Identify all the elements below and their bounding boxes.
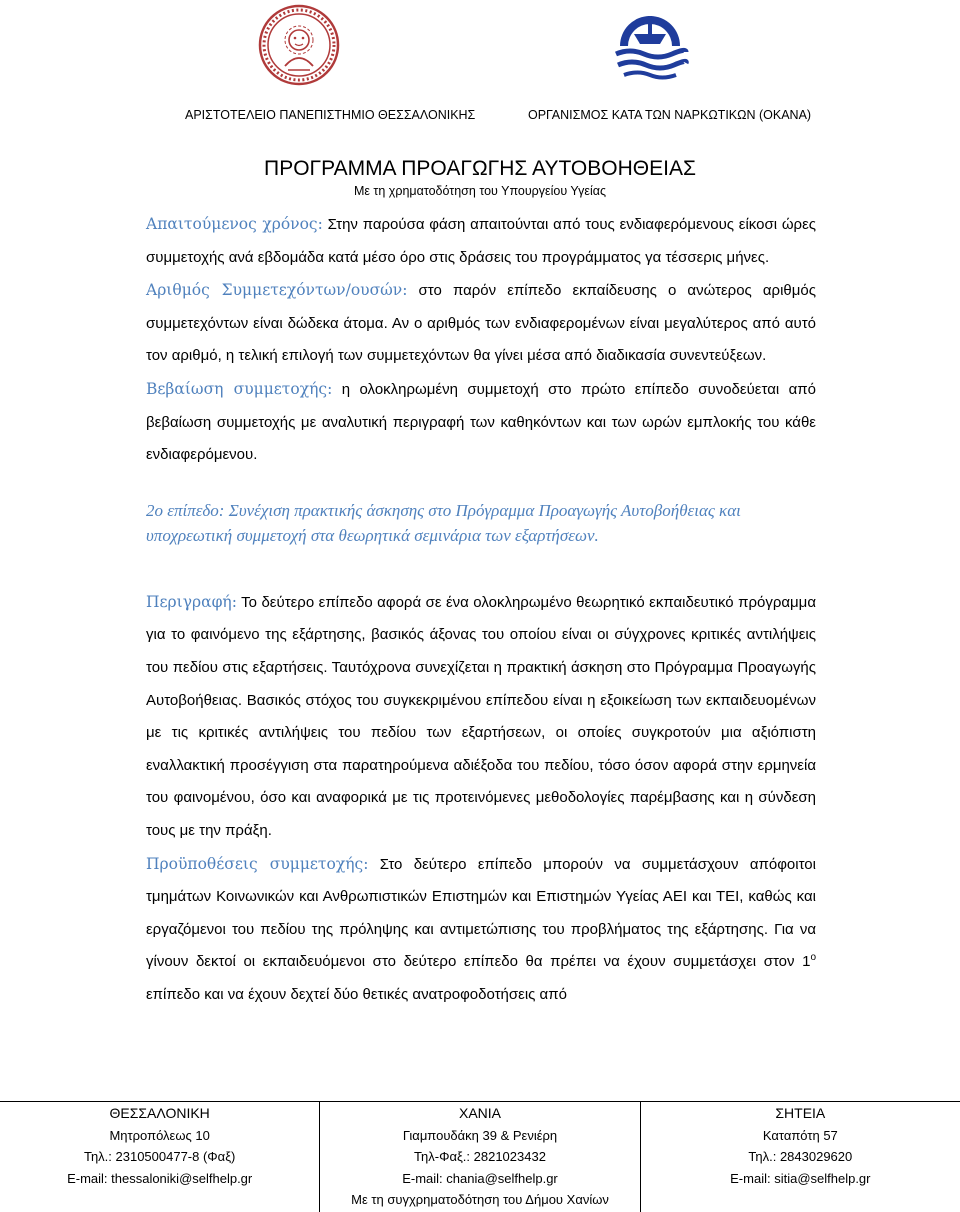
text-description: Το δεύτερο επίπεδο αφορά σε ένα ολοκληρωμένο θεωρητικό εκπαιδευτικό πρόγραμμα για το φαινόμενο της εξάρτησης, βασικός άξονας του οποίου είναι οι σύγχρονες κριτικές αντιλήψεις του πεδίου στις εξαρτήσεις. Ταυτόχρονα συνεχίζεται η πρακτική άσκηση στο Πρόγραμμα Προαγωγής Αυτοβοήθειας. Βασικός στόχος του συγκεκριμένου επίπεδου είναι η εξοικείωση των εκπαιδευομένων με τις κριτικές αντιλήψεις του πεδίου των εξαρτήσεων, οι οποίες συγκροτούν μια αξιόπιστη εναλλακτική προσέγγιση στα παρατηρούμενα αδιέξοδα του πεδίου, τόσο όσον αφορά στην ερμηνεία του φαινομένου, όσο και αναφορικά με τις προτεινόμενες μεθοδολογίες παρέμβασης και η σύνδεση τους με την πράξη. bbox=[146, 593, 816, 839]
text-certificate: η ολοκληρωμένη συμμετοχή στο πρώτο επίπεδο συνοδεύεται από βεβαίωση συμμετοχής με αναλυτική περιγραφή των καθηκόντων και των ωρών εμπλοκής του κάθε ενδιαφερόμενου. bbox=[146, 380, 816, 464]
program-title: ΠΡΟΓΡΑΜΜΑ ΠΡΟΑΓΩΓΗΣ ΑΥΤΟΒΟΗΘΕΙΑΣ bbox=[264, 157, 696, 180]
section-heading-level-2: 2ο επίπεδο: Συνέχιση πρακτικής άσκησης στο Πρόγραμμα Προαγωγής Αυτοβοήθειας και υποχρεωτική συμμετοχή στα θεωρητικά σεμινάρια των εξαρτήσεων. bbox=[146, 500, 741, 545]
okana-logo-icon bbox=[610, 4, 690, 86]
footer-city-chania: ΧΑΝΙΑ bbox=[458, 1105, 501, 1121]
program-subtitle: Με τη χρηματοδότηση του Υπουργείου Υγείας bbox=[353, 184, 607, 198]
text-prerequisites: Στο δεύτερο επίπεδο μπορούν να συμμετάσχουν απόφοιτοι τμημάτων Κοινωνικών και Ανθρωπιστικών Επιστημών και Επιστημών Υγείας ΑΕΙ και ΤΕΙ, καθώς και εργαζόμενοι του πεδίου της πρόληψης και αντιμετώπισης του προβλήματος της εξάρτησης. Για να γίνουν δεκτοί οι εκπαιδευόμενοι στο δεύτερο επίπεδο θα πρέπει να έχουν συμμετάσχει στον 1 bbox=[146, 855, 816, 971]
footer-email-chania: E-mail: chania@selfhelp.gr bbox=[402, 1170, 558, 1186]
footer-phone-siteia: Τηλ.: 2843029620 bbox=[748, 1149, 853, 1165]
footer-email-thessaloniki: E-mail: thessaloniki@selfhelp.gr bbox=[67, 1170, 253, 1186]
label-description: Περιγραφή: bbox=[146, 592, 237, 611]
footer-address-thessaloniki: Μητροπόλεως 10 bbox=[109, 1127, 210, 1143]
footer-phone-chania: Τηλ-Φαξ.: 2821023432 bbox=[414, 1149, 546, 1165]
document-body bbox=[146, 208, 816, 1011]
text-required-time: Στην παρούσα φάση απαιτούνται από τους ενδιαφερόμενους είκοσι ώρες συμμετοχής ανά εβδομάδα κατά μέσο όρο στις δράσεις του προγράμματος γα τέσσερις μήνες. bbox=[146, 216, 816, 266]
label-participants: Αριθμός Συμμετεχόντων/ουσών: bbox=[146, 281, 408, 300]
label-required-time: Απαιτούμενος χρόνος: bbox=[146, 215, 323, 233]
text-prerequisites-tail: επίπεδο και να έχουν δεχτεί δύο θετικές ανατροφοδοτήσεις από bbox=[146, 985, 567, 1003]
footer-email-siteia: E-mail: sitia@selfhelp.gr bbox=[730, 1170, 871, 1186]
footer-chania bbox=[319, 1102, 640, 1212]
footer-siteia bbox=[641, 1102, 960, 1212]
paragraph-certificate bbox=[146, 373, 816, 472]
footer-address-siteia: Καταπότη 57 bbox=[762, 1127, 838, 1143]
paragraph-description bbox=[146, 586, 816, 848]
footer-address-chania: Γιαμπουδάκη 39 & Ρενιέρη bbox=[402, 1127, 558, 1143]
text-participants: στο παρόν επίπεδο εκπαίδευσης ο ανώτερος αριθμός συμμετεχόντων είναι δώδεκα άτομα. Αν ο αριθμός των ενδιαφερομένων είναι μεγαλύτερος από αυτό τον αριθμό, η τελική επιλογή των συμμετεχόντων θα γίνει μέσα από διαδικασία συνεντεύξεων. bbox=[146, 282, 816, 365]
right-organization-name: ΟΡΓΑΝΙΣΜΟΣ ΚΑΤΑ ΤΩΝ ΝΑΡΚΩΤΙΚΩΝ (ΟΚΑΝΑ) bbox=[528, 108, 812, 122]
label-certificate: Βεβαίωση συμμετοχής: bbox=[146, 379, 333, 398]
paragraph-prerequisites bbox=[146, 848, 816, 1012]
footer-city-siteia: ΣΗΤΕΙΑ bbox=[775, 1105, 826, 1121]
label-prerequisites: Προϋποθέσεις συμμετοχής: bbox=[146, 854, 369, 873]
paragraph-participants bbox=[146, 274, 816, 373]
ordinal-superscript: ο bbox=[810, 952, 816, 964]
footer-funding-chania: Με τη συγχρηματοδότηση του Δήμου Χανίων bbox=[351, 1192, 609, 1208]
footer-phone-thessaloniki: Τηλ.: 2310500477-8 (Φαξ) bbox=[83, 1149, 236, 1165]
paragraph-required-time bbox=[146, 208, 816, 274]
footer-contacts bbox=[0, 1101, 960, 1212]
footer-thessaloniki bbox=[0, 1102, 319, 1212]
university-seal-icon bbox=[258, 4, 340, 86]
left-organization-name: ΑΡΙΣΤΟΤΕΛΕΙΟ ΠΑΝΕΠΙΣΤΗΜΙΟ ΘΕΣΣΑΛΟΝΙΚΗΣ bbox=[185, 108, 476, 122]
footer-city-thessaloniki: ΘΕΣΣΑΛΟΝΙΚΗ bbox=[109, 1105, 210, 1121]
